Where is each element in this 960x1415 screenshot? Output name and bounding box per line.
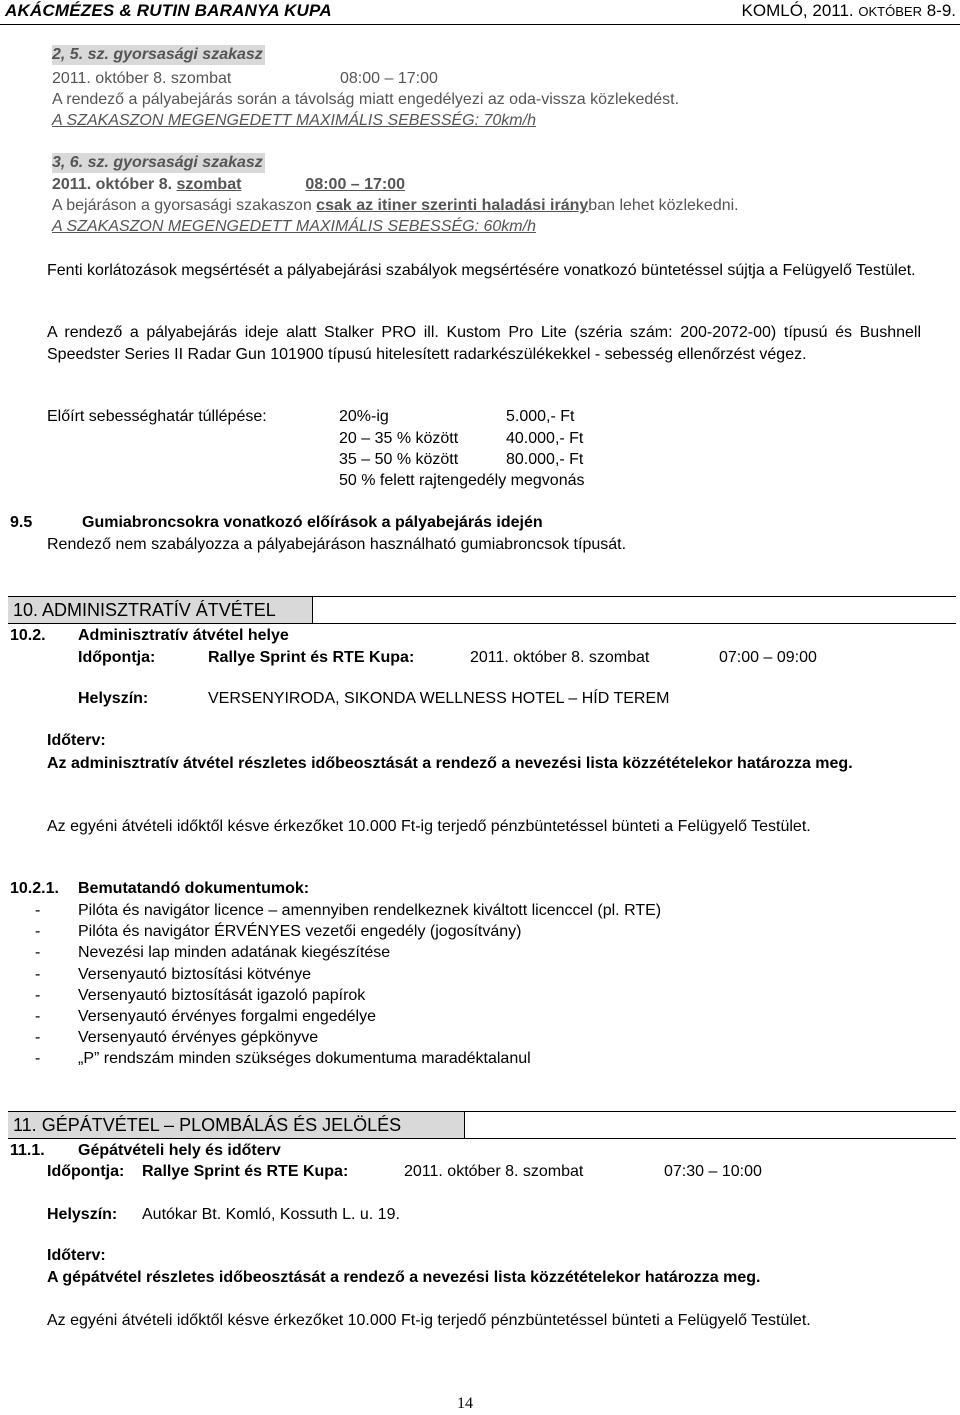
section-10-heading: 10. ADMINISZTRATÍV ÁTVÉTEL — [8, 596, 956, 624]
sec11-time-label: Időpontja: — [47, 1163, 125, 1180]
sec11-event: Rallye Sprint és RTE Kupa: — [142, 1163, 349, 1180]
header-title: AKÁCMÉZES & RUTIN BARANYA KUPA — [5, 1, 332, 20]
sec11-late-text: Az egyéni átvételi időktől késve érkezőket 10.000 Ft-ig terjedő pénzbüntetéssel bünteti a Felügyelő Testület. — [47, 1312, 811, 1329]
tyres-title: Gumiabroncsokra vonatkozó előírások a pályabejárás idején — [82, 514, 543, 531]
sec11-sub-title: Gépátvételi hely és időterv — [78, 1142, 281, 1159]
sec11-date: 2011. október 8. szombat — [404, 1163, 584, 1180]
sec11-hours: 07:30 – 10:00 — [664, 1163, 762, 1180]
fine-range-1: 20%-ig — [339, 408, 389, 425]
restriction-paragraph: Fenti korlátozások megsértését a pályabejárási szabályok megsértésére vonatkozó büntetéssel sújtja a Felügyelő Testület. — [47, 262, 916, 279]
stage-a-label: 2, 5. sz. gyorsasági szakasz — [52, 46, 263, 63]
stage-a-time: 08:00 – 17:00 — [340, 70, 438, 87]
fine-amount-1: 5.000,- Ft — [506, 408, 575, 425]
stage-b-label: 3, 6. sz. gyorsasági szakasz — [52, 154, 263, 171]
fine-amount-3: 80.000,- Ft — [506, 451, 584, 468]
sec11-plan-text: A gépátvétel részletes időbeosztását a rendező a nevezési lista közzétételekor határozza meg. — [47, 1269, 761, 1286]
sec10-plan-label: Időterv: — [47, 732, 106, 749]
sec10-sub-number: 10.2. — [10, 627, 46, 644]
sec11-sub-number: 11.1. — [10, 1142, 45, 1159]
sec10-event: Rallye Sprint és RTE Kupa: — [208, 649, 415, 666]
sec10-hours: 07:00 – 09:00 — [719, 649, 817, 666]
docs-number: 10.2.1. — [10, 880, 59, 897]
fine-range-2: 20 – 35 % között — [339, 430, 459, 447]
docs-title: Bemutatandó dokumentumok: — [78, 880, 310, 897]
sec10-date: 2011. október 8. szombat — [470, 649, 650, 666]
sec10-place-label: Helyszín: — [78, 690, 149, 707]
sec11-place: Autókar Bt. Komló, Kossuth L. u. 19. — [142, 1206, 400, 1223]
stage-b-date: 2011. október 8. szombat 08:00 – 17:00 — [52, 176, 406, 193]
page-header — [0, 0, 960, 25]
stage-a-text: A rendező a pályabejárás során a távolság miatt engedélyezi az oda-vissza közlekedést. — [52, 91, 680, 108]
stage-a-limit: A SZAKASZON MEGENGEDETT MAXIMÁLIS SEBESSÉG: 70km/h — [52, 112, 536, 129]
sec11-place-label: Helyszín: — [47, 1206, 118, 1223]
page-number: 14 — [457, 1395, 473, 1412]
sec10-late-text: Az egyéni átvételi időktől késve érkezőket 10.000 Ft-ig terjedő pénzbüntetéssel bünteti a Felügyelő Testület. — [47, 818, 811, 835]
stage-b-limit: A SZAKASZON MEGENGEDETT MAXIMÁLIS SEBESSÉG: 60km/h — [52, 218, 536, 235]
tyres-text: Rendező nem szabályozza a pályabejáráson használható gumiabroncsok típusát. — [47, 536, 627, 553]
sec10-plan-text: Az adminisztratív átvétel részletes időbeosztását a rendező a nevezési lista közzétételekor határozza meg. — [47, 755, 853, 772]
sec10-sub-title: Adminisztratív átvétel helye — [78, 627, 289, 644]
fine-last: 50 % felett rajtengedély megvonás — [339, 472, 585, 489]
radar-paragraph: A rendező a pályabejárás ideje alatt Stalker PRO ill. Kustom Pro Lite (széria szám: 200-2072-00) típusú és Bushnell Speedster Series II Radar Gun 101900 típusú hitelesített radarkészülékekkel - sebesség ellenőrzést végez. — [47, 324, 921, 363]
stage-b-text: A bejáráson a gyorsasági szakaszon csak az itiner szerinti haladási irányban lehet közlekedni. — [52, 197, 739, 214]
stage-a-date: 2011. október 8. szombat — [52, 70, 232, 87]
tyres-number: 9.5 — [10, 514, 33, 531]
sec10-time-label: Időpontja: — [78, 649, 156, 666]
fines-label: Előírt sebességhatár túllépése: — [47, 408, 267, 425]
sec11-plan-label: Időterv: — [47, 1247, 106, 1264]
fine-amount-2: 40.000,- Ft — [506, 430, 584, 447]
header-date: KOMLÓ, 2011. OKTÓBER 8-9. — [741, 1, 956, 20]
section-11-heading: 11. GÉPÁTVÉTEL – PLOMBÁLÁS ÉS JELÖLÉS — [8, 1111, 956, 1139]
sec10-place: VERSENYIRODA, SIKONDA WELLNESS HOTEL – HÍD TEREM — [208, 690, 670, 707]
fine-range-3: 35 – 50 % között — [339, 451, 459, 468]
